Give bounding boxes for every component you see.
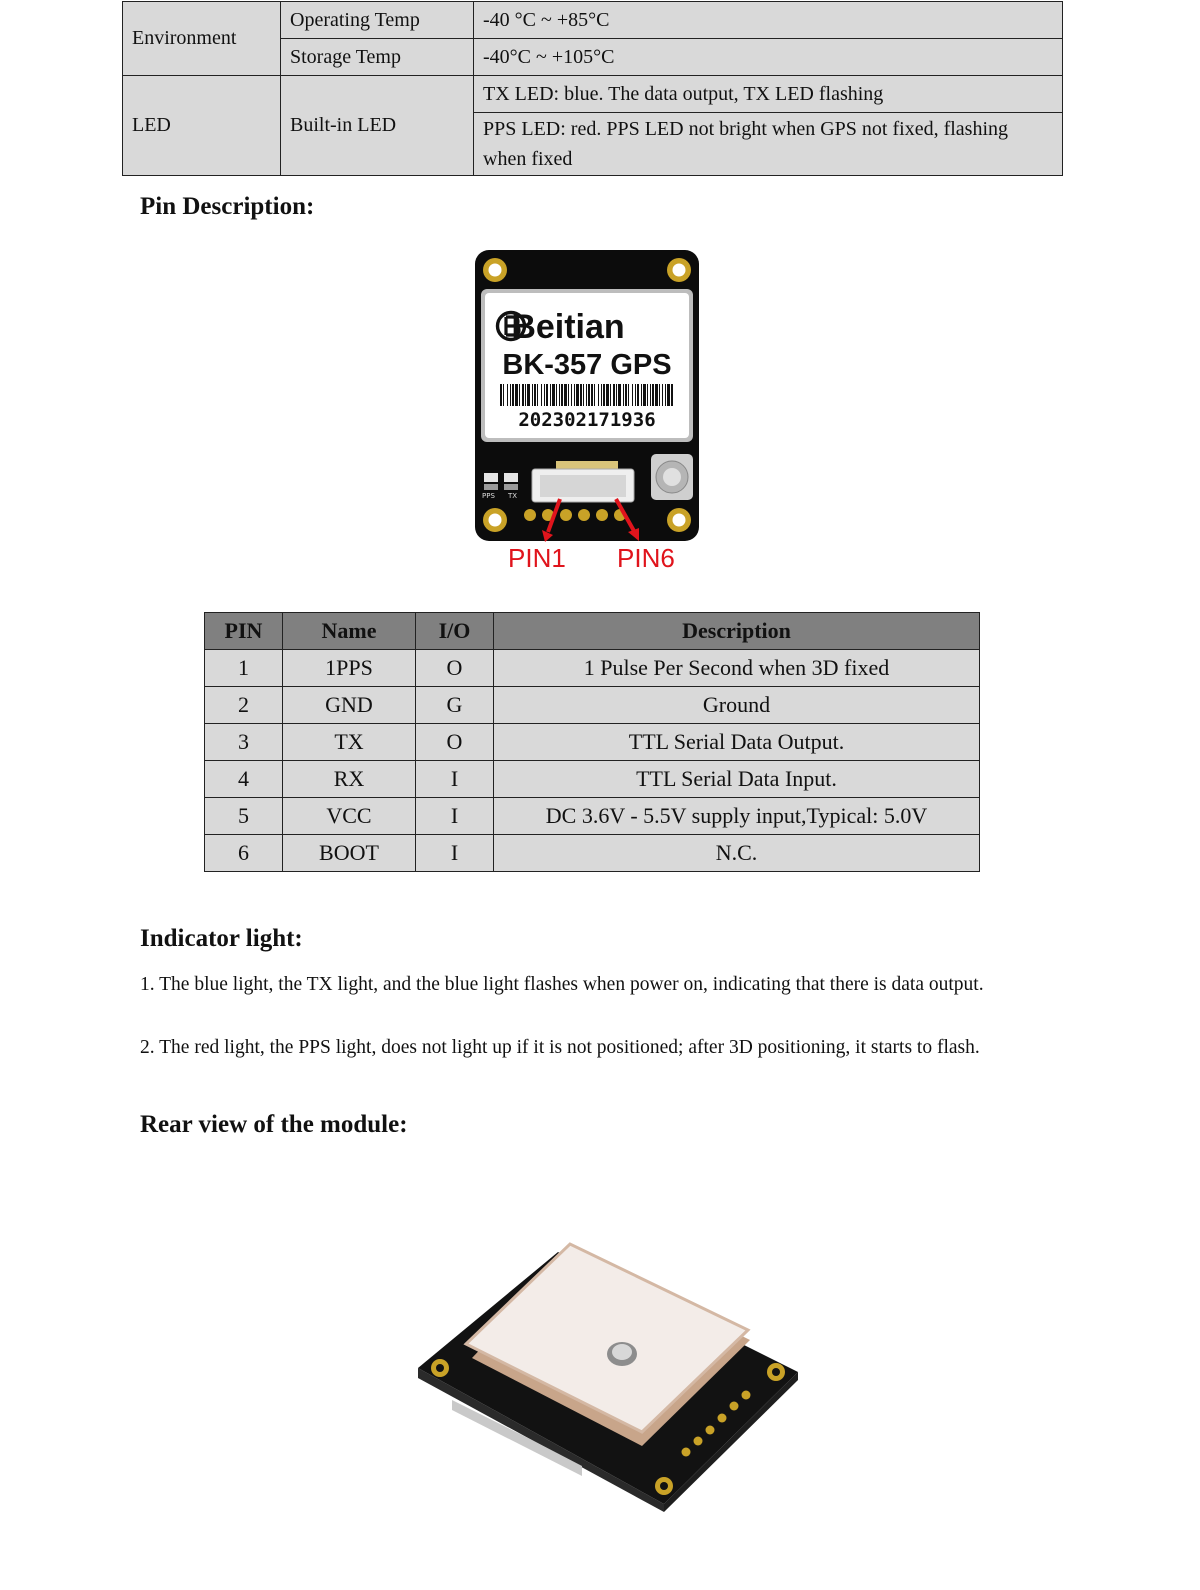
column-header-description: Description <box>494 613 980 650</box>
environment-label: Environment <box>123 2 281 76</box>
board-brand-text: Beitian <box>511 308 625 346</box>
rear-view-heading: Rear view of the module: <box>140 1111 408 1138</box>
table-row <box>205 687 980 724</box>
operating-temp-label: Operating Temp <box>281 2 474 39</box>
pin-number-cell: 6 <box>205 835 283 872</box>
pin-description-heading: Pin Description: <box>140 193 315 220</box>
indicator-item-1: 1. The blue light, the TX light, and the blue light flashes when power on, indicating that there is data output. <box>140 974 984 995</box>
board-model-text: BK-357 GPS <box>502 349 672 381</box>
reset-button-icon <box>651 454 693 500</box>
pin-io-cell: O <box>416 724 494 761</box>
pin-io-cell: G <box>416 687 494 724</box>
pin-io-cell: I <box>416 798 494 835</box>
silk-tx-text: TX <box>508 492 518 500</box>
table-row <box>205 724 980 761</box>
table-header-row <box>205 613 980 650</box>
pin-io-cell: I <box>416 761 494 798</box>
silk-pps-text: PPS <box>482 492 495 500</box>
pin-description-cell: 1 Pulse Per Second when 3D fixed <box>494 650 980 687</box>
gps-module-rear-image <box>412 1240 804 1512</box>
table-row <box>205 835 980 872</box>
pin-description-cell: TTL Serial Data Input. <box>494 761 980 798</box>
column-header-pin: PIN <box>205 613 283 650</box>
indicator-light-heading: Indicator light: <box>140 925 303 952</box>
indicator-item-2: 2. The red light, the PPS light, does not light up if it is not positioned; after 3D positioning, it starts to flash. <box>140 1037 980 1058</box>
spec-table <box>122 1 1063 176</box>
operating-temp-value: -40 °C ~ +85°C <box>474 2 1063 39</box>
table-row <box>205 650 980 687</box>
gps-module-front-image <box>474 249 700 542</box>
pin-name-cell: BOOT <box>283 835 416 872</box>
table-row <box>123 2 1063 39</box>
pin-number-cell: 3 <box>205 724 283 761</box>
board-serial-text: 202302171936 <box>518 409 656 431</box>
pin-name-cell: VCC <box>283 798 416 835</box>
pin-number-cell: 1 <box>205 650 283 687</box>
pin-number-cell: 5 <box>205 798 283 835</box>
pps-led-text: PPS LED: red. PPS LED not bright when GPS not fixed, flashing when fixed <box>474 113 1063 176</box>
barcode-icon <box>500 384 673 406</box>
pin-name-cell: TX <box>283 724 416 761</box>
storage-temp-value: -40°C ~ +105°C <box>474 39 1063 76</box>
pin-name-cell: RX <box>283 761 416 798</box>
table-row <box>205 761 980 798</box>
storage-temp-label: Storage Temp <box>281 39 474 76</box>
led-label: LED <box>123 76 281 176</box>
pin6-label: PIN6 <box>617 543 675 573</box>
pin-io-cell: I <box>416 835 494 872</box>
table-row <box>123 76 1063 113</box>
pin-name-cell: 1PPS <box>283 650 416 687</box>
table-row <box>205 798 980 835</box>
column-header-io: I/O <box>416 613 494 650</box>
pin-description-cell: Ground <box>494 687 980 724</box>
pin-number-cell: 4 <box>205 761 283 798</box>
column-header-name: Name <box>283 613 416 650</box>
builtin-led-label: Built-in LED <box>281 76 474 176</box>
pin-io-cell: O <box>416 650 494 687</box>
pin-description-cell: DC 3.6V - 5.5V supply input,Typical: 5.0V <box>494 798 980 835</box>
pin1-label: PIN1 <box>508 543 566 573</box>
pin-name-cell: GND <box>283 687 416 724</box>
pin-number-cell: 2 <box>205 687 283 724</box>
pin-description-cell: N.C. <box>494 835 980 872</box>
pin-table <box>204 612 980 872</box>
tx-led-text: TX LED: blue. The data output, TX LED flashing <box>474 76 1063 113</box>
pin-description-cell: TTL Serial Data Output. <box>494 724 980 761</box>
